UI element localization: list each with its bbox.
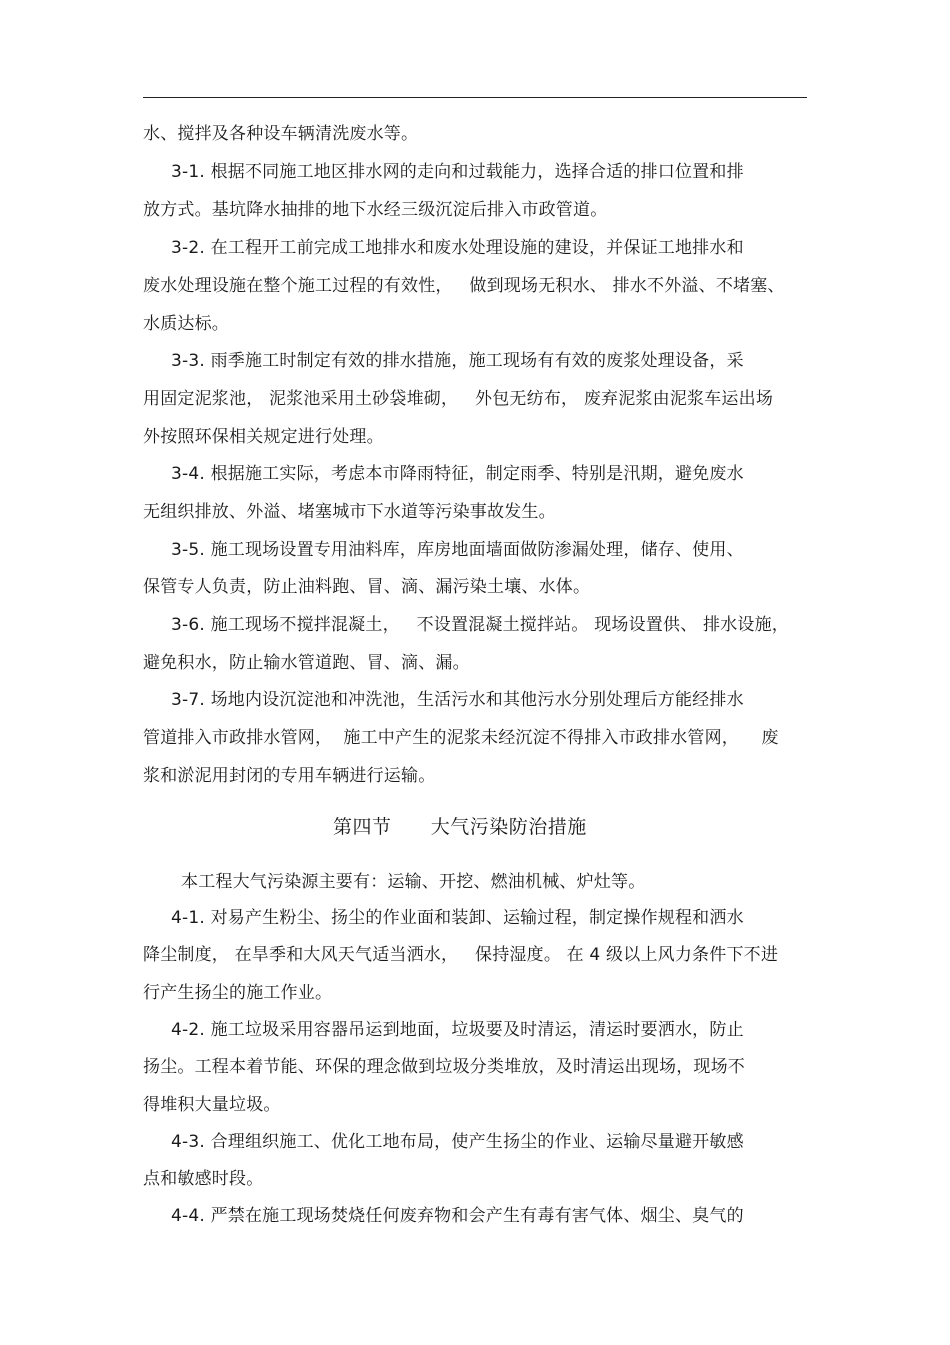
paragraph-4-1-line: 4-1. 对易产生粉尘、扬尘的作业面和装卸、运输过程，制定操作规程和洒水 [171, 908, 744, 928]
paragraph-3-5-line: 3-5. 施工现场设置专用油料库，库房地面墙面做防渗漏处理，储存、使用、 [171, 540, 744, 560]
paragraph-4-4-line: 4-4. 严禁在施工现场焚烧任何废弃物和会产生有毒有害气体、烟尘、臭气的 [171, 1206, 744, 1226]
text-line: 避免积水，防止输水管道跑、冒、滴、漏。 [143, 653, 470, 673]
text-line: 外按照环保相关规定进行处理。 [143, 427, 384, 447]
text-line: 放方式。基坑降水抽排的地下水经三级沉淀后排入市政管道。 [143, 200, 608, 220]
text-line: 浆和淤泥用封闭的专用车辆进行运输。 [143, 766, 436, 786]
text-line: 无组织排放、外溢、堵塞城市下水道等污染事故发生。 [143, 502, 556, 522]
text-line: 水质达标。 [143, 314, 229, 334]
paragraph-4-3-line: 4-3. 合理组织施工、优化工地布局，使产生扬尘的作业、运输尽量避开敏感 [171, 1132, 744, 1152]
section-heading: 第四节 大气污染防治措施 [333, 816, 587, 838]
text-line: 保管专人负责，防止油料跑、冒、滴、漏污染土壤、水体。 [143, 577, 591, 597]
paragraph-intro-line: 本工程大气污染源主要有：运输、开挖、燃油机械、炉灶等。 [181, 872, 646, 892]
paragraph-4-2-line: 4-2. 施工垃圾采用容器吊运到地面，垃圾要及时清运，清运时要洒水，防止 [171, 1020, 744, 1040]
paragraph-3-6-line: 3-6. 施工现场不搅拌混凝土， 不设置混凝土搅拌站。 现场设置供、 排水设施， [171, 615, 789, 635]
header-rule [143, 97, 807, 98]
paragraph-3-2-line: 3-2. 在工程开工前完成工地排水和废水处理设施的建设，并保证工地排水和 [171, 238, 744, 258]
text-line: 废水处理设施在整个施工过程的有效性， 做到现场无积水、 排水不外溢、不堵塞、 [143, 276, 785, 296]
paragraph-3-7-line: 3-7. 场地内设沉淀池和冲洗池，生活污水和其他污水分别处理后方能经排水 [171, 690, 744, 710]
text-line: 得堆积大量垃圾。 [143, 1095, 281, 1115]
paragraph-3-4-line: 3-4. 根据施工实际，考虑本市降雨特征，制定雨季、特别是汛期，避免废水 [171, 464, 744, 484]
text-line: 扬尘。工程本着节能、环保的理念做到垃圾分类堆放，及时清运出现场，现场不 [143, 1057, 745, 1077]
text-line: 行产生扬尘的施工作业。 [143, 983, 333, 1003]
text-line: 水、搅拌及各种设车辆清洗废水等。 [143, 124, 419, 144]
text-line: 点和敏感时段。 [143, 1169, 264, 1189]
text-line: 管道排入市政排水管网， 施工中产生的泥浆未经沉淀不得排入市政排水管网， 废 [143, 728, 779, 748]
paragraph-3-3-line: 3-3. 雨季施工时制定有效的排水措施，施工现场有有效的废浆处理设备，采 [171, 351, 744, 371]
text-line: 降尘制度， 在旱季和大风天气适当洒水， 保持湿度。 在 4 级以上风力条件下不进 [143, 945, 779, 965]
paragraph-3-1-line: 3-1. 根据不同施工地区排水网的走向和过载能力，选择合适的排口位置和排 [171, 162, 744, 182]
text-line: 用固定泥浆池， 泥浆池采用土砂袋堆砌， 外包无纺布， 废弃泥浆由泥浆车运出场 [143, 389, 774, 409]
